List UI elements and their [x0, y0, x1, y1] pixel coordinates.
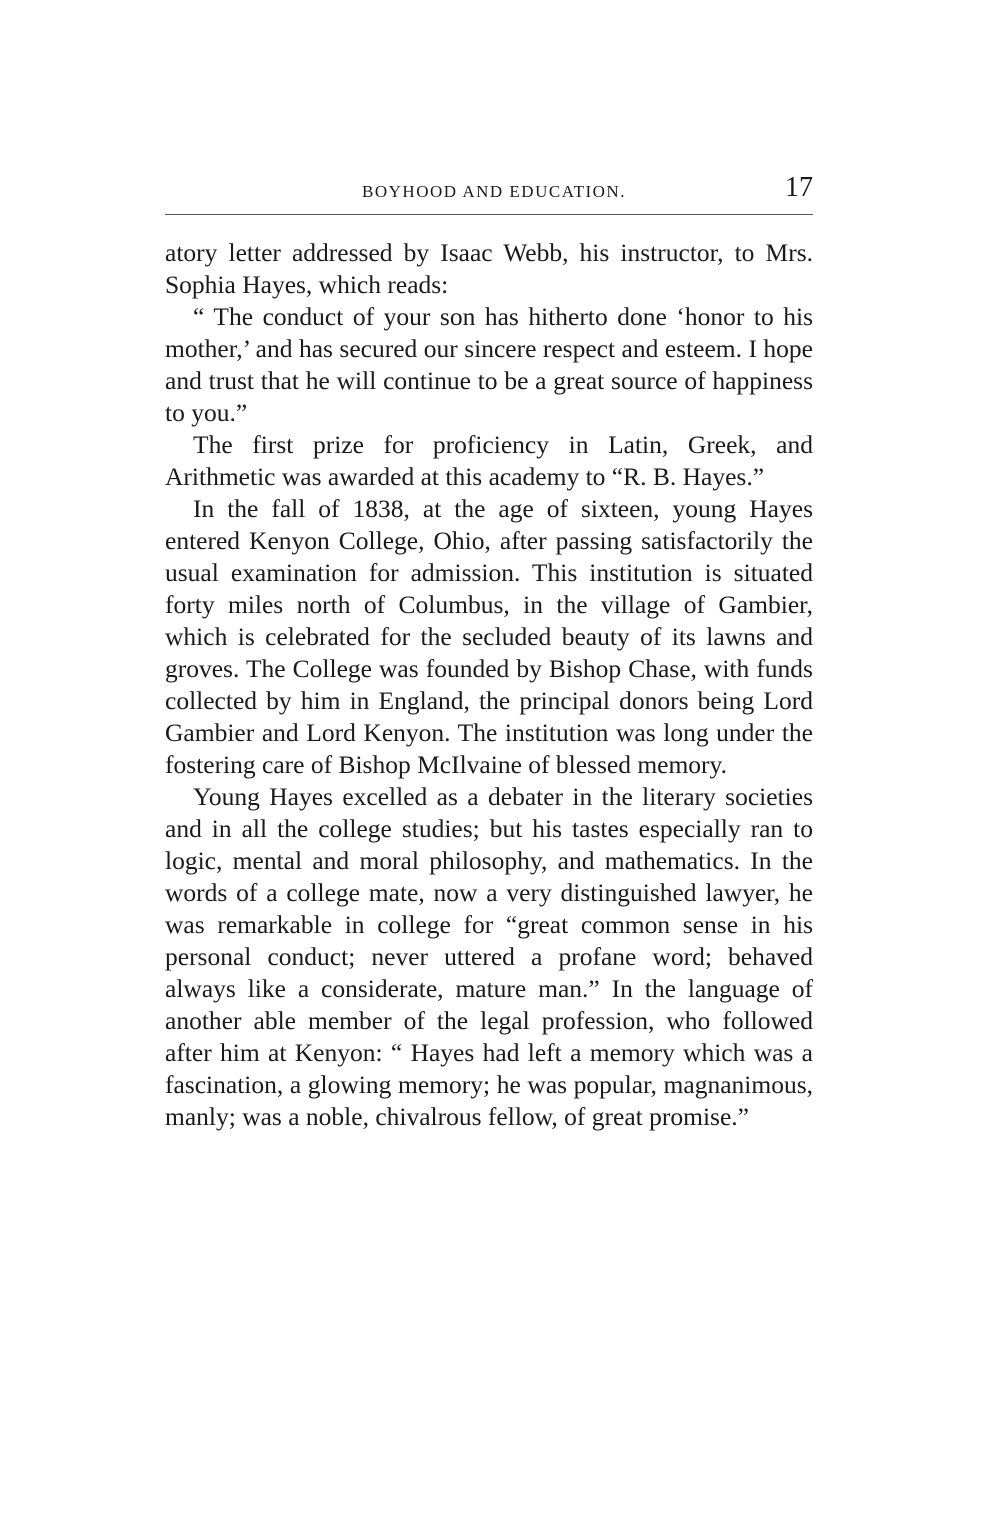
page-number: 17 — [785, 172, 813, 203]
paragraph-debater: Young Hayes excelled as a debater in the literary societies and in all the college studies; but his tastes especially ran to logic, mental and moral philosophy, and mathematics. In the words of a college mate, now a very distinguished lawyer, he was remarkable in college for “great common sense in his personal conduct; never uttered a profane word; behaved always like a considerate, mature man.” In the language of another able member of the legal profession, who followed after him at Kenyon: “ Hayes had left a memory which was a fascination, a glowing memory; he was popular, magnanimous, manly; was a noble, chivalrous fellow, of great promise.” — [165, 782, 813, 1131]
header-rule — [165, 214, 813, 215]
paragraph-prize: The first prize for proficiency in Latin, Greek, and Arithmetic was awarded at this academy to “R. B. Hayes.” — [165, 430, 813, 491]
book-page — [165, 168, 813, 1133]
paragraph-quoted-letter: “ The conduct of your son has hitherto done ‘honor to his mother,’ and has secured our sincere respect and esteem. I hope and trust that he will continue to be a great source of happiness to you.” — [165, 302, 813, 427]
paragraph-continuation: atory letter addressed by Isaac Webb, his instructor, to Mrs. Sophia Hayes, which reads: — [165, 238, 813, 299]
page-body — [165, 237, 813, 1133]
running-head: BOYHOOD AND EDUCATION. — [362, 182, 626, 201]
page-header — [165, 168, 813, 214]
paragraph-kenyon-college: In the fall of 1838, at the age of sixteen, young Hayes entered Kenyon College, Ohio, after passing satisfactorily the usual examination for admission. This institution is situated forty miles north of Columbus, in the village of Gambier, which is celebrated for the secluded beauty of its lawns and groves. The College was founded by Bishop Chase, with funds collected by him in England, the principal donors being Lord Gambier and Lord Kenyon. The institution was long under the fostering care of Bishop McIlvaine of blessed memory. — [165, 494, 813, 779]
